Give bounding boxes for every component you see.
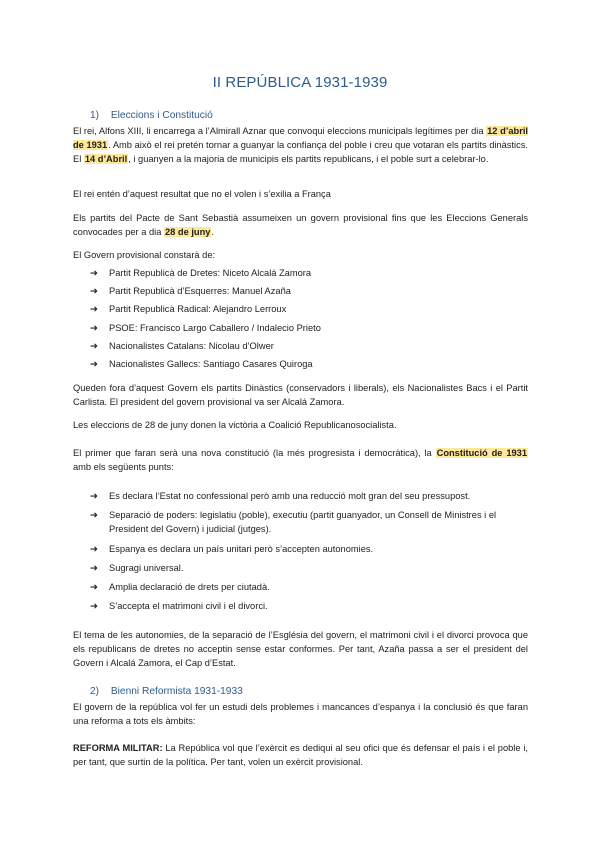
list-item <box>90 599 530 613</box>
paragraph-military-reform <box>73 741 528 769</box>
paragraph-constitution <box>73 446 528 474</box>
list-item-text: Sugragi universal. <box>109 562 184 573</box>
list-item <box>90 357 530 371</box>
arrow-icon: ➔ <box>90 340 98 351</box>
paragraph-exile: El rei entén d’aquest resultat que no el volen i s’exilia a França <box>73 189 331 199</box>
section-title: Bienni Reformista 1931-1933 <box>110 686 243 697</box>
text-span: amb els següents punts: <box>73 462 174 473</box>
list-item <box>90 561 530 575</box>
paragraph-reforms: El govern de la república vol fer un estudi dels problemes i mancances d’espanya i la conclusió és que faran una reforma a tots els àmbits: <box>73 702 528 727</box>
list-item <box>90 266 530 280</box>
list-item-text: Partit Republicà Radical: Alejandro Lerroux <box>109 304 287 315</box>
paragraph-autonomies: El tema de les autonomies, de la separació de l’Església del govern, el matrimoni civil i el divorci provoca que els republicans de dretes no acceptin sense estar conformes. Per tant, Azaña passa a ser el president del Govern i Alcalá Zamora, el Cap d’Estat. <box>73 630 528 669</box>
text-span: El rei, Alfons XIII, li encarrega a l’Almirall Aznar que convoqui eleccions municipals legítimes per dia <box>73 126 487 136</box>
arrow-icon: ➔ <box>90 286 98 297</box>
list-item-text: S’accepta el matrimoni civil i el divorci. <box>109 601 268 612</box>
arrow-icon: ➔ <box>90 322 98 333</box>
text-span: , i guanyen a la majoria de municipis els partits republicans, i el poble surt a celebrar-lo. <box>128 154 489 165</box>
arrow-icon: ➔ <box>90 582 98 593</box>
government-members-list <box>90 266 530 371</box>
paragraph-government-intro: El Govern provisional constarà de: <box>73 250 216 260</box>
list-item <box>90 302 530 316</box>
constitution-points-list <box>90 489 530 613</box>
list-item <box>90 321 530 335</box>
page-title: II REPÚBLICA 1931-1939 <box>212 74 388 91</box>
list-item <box>90 580 530 594</box>
arrow-icon: ➔ <box>90 491 98 501</box>
text-span: La República vol que l’exèrcit es dediqui al seu ofici que és defensar el país i el poble i, per tant, que surtin de la política. Per tant, volen un exèrcit provisional. <box>73 743 528 768</box>
text-span: . <box>211 227 215 238</box>
section-title: Eleccions i Constitució <box>110 110 213 121</box>
paragraph-elections <box>73 124 528 167</box>
paragraph-pact <box>73 211 528 239</box>
list-item <box>90 542 530 556</box>
text-span: Els partits del Pacte de Sant Sebastià assumeixen un govern provisional fins que les Eleccions Generals convocades per a dia <box>73 213 528 238</box>
arrow-icon: ➔ <box>90 562 98 573</box>
list-item <box>90 489 530 503</box>
highlighted-date: 14 d’Abril <box>84 154 128 165</box>
list-item-text: Nacionalistes Gallecs: Santiago Casares Quiroga <box>109 359 313 370</box>
section-number: 1) <box>90 110 100 121</box>
arrow-icon: ➔ <box>90 359 98 370</box>
arrow-icon: ➔ <box>90 304 98 315</box>
list-item-text: Nacionalistes Catalans: Nicolau d’Olwer <box>109 340 274 351</box>
arrow-icon: ➔ <box>90 510 98 521</box>
list-item-text: Amplia declaració de drets per ciutadà. <box>109 582 270 593</box>
highlighted-date: 12 d’abril de 1931 <box>73 126 528 151</box>
arrow-icon: ➔ <box>90 268 98 278</box>
section-heading-1 <box>90 110 213 121</box>
list-item-text: Partit Republicà d’Esquerres: Manuel Azaña <box>109 286 291 297</box>
list-item <box>90 508 530 536</box>
list-item-text: Es declara l’Estat no confessional però amb una reducció molt gran del seu pressupost. <box>109 491 471 501</box>
arrow-icon: ➔ <box>90 543 98 554</box>
list-item-text: Separació de poders: legislatiu (poble), executiu (partit guanyador, un Consell de Ministres i el President del Govern) i judicial (jutges). <box>109 510 497 535</box>
list-item-text: PSOE: Francisco Largo Caballero / Indalecio Prieto <box>109 322 321 333</box>
paragraph-excluded-parties: Queden fora d’aquest Govern els partits Dinàstics (conservadors i liberals), els Nacionalistes Bacs i el Partit Carlista. El president del govern provisional va ser Alcalá Zamora. <box>73 383 528 408</box>
list-item <box>90 284 530 298</box>
text-span: . Amb això el rei pretén tornar a guanyar la confiança del poble i creu que votaran els partits dinàstics. El <box>73 140 528 165</box>
reform-label: REFORMA MILITAR: <box>73 743 163 753</box>
highlighted-date: 28 de juny <box>164 227 211 238</box>
section-heading-2 <box>90 686 243 697</box>
list-item <box>90 339 530 353</box>
text-span: El primer que faran serà una nova constitució (la més progresista i democràtica), la <box>73 448 436 458</box>
list-item-text: Partit Republicà de Dretes: Niceto Alcalá Zamora <box>109 268 312 278</box>
highlighted-term: Constitució de 1931 <box>436 448 527 458</box>
section-number: 2) <box>90 686 100 697</box>
paragraph-june-elections: Les eleccions de 28 de juny donen la victòria a Coalició Republicanosocialista. <box>73 420 397 430</box>
arrow-icon: ➔ <box>90 601 98 612</box>
list-item-text: Espanya es declara un país unitari però s’accepten autonomies. <box>109 543 374 554</box>
